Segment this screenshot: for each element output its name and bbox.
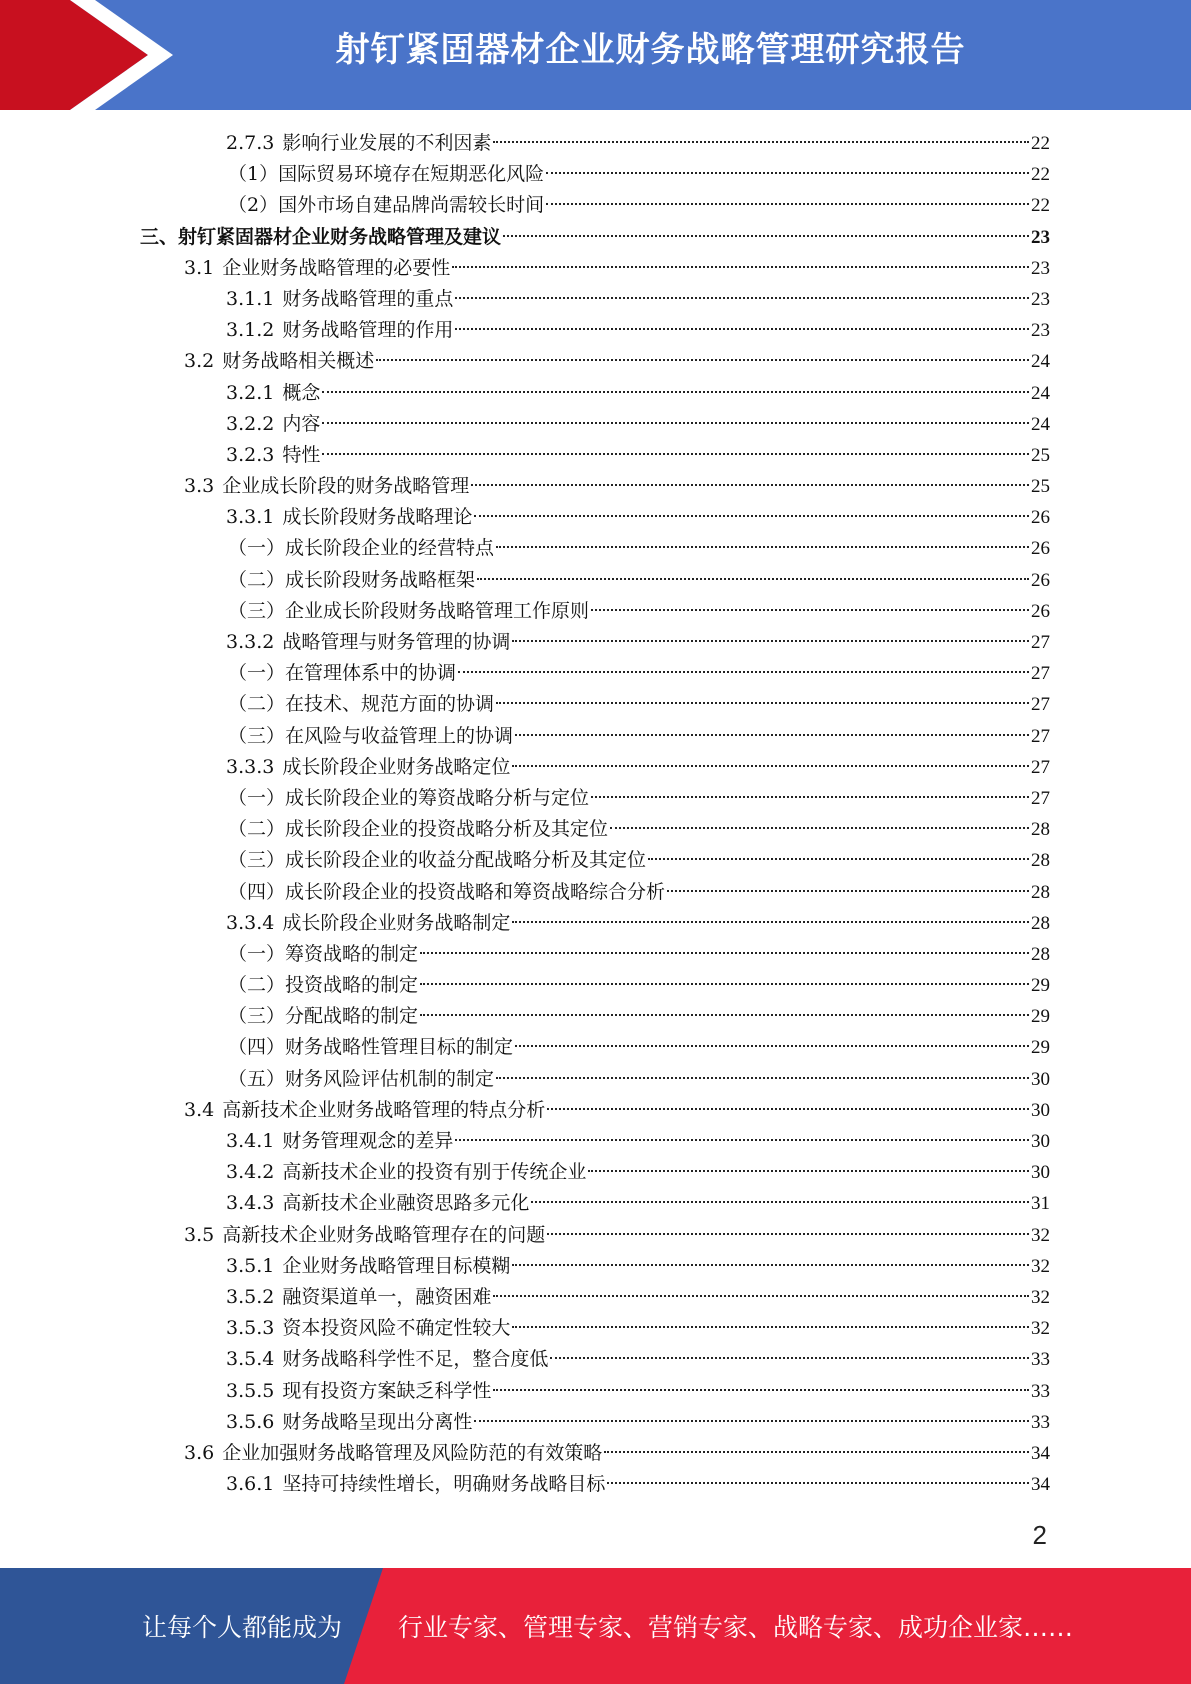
toc-leader-dots (420, 952, 1029, 954)
toc-entry-page: 28 (1031, 943, 1050, 965)
toc-entry-number: 3.2.3 (226, 443, 275, 466)
toc-entry-number: 3.1.2 (226, 319, 275, 342)
toc-entry[interactable] (140, 1469, 1050, 1500)
toc-entry-number: （二） (228, 818, 286, 841)
toc-entry-number: 3.3 (184, 475, 215, 498)
toc-leader-dots (547, 1108, 1029, 1110)
toc-leader-dots (322, 422, 1029, 424)
toc-leader-dots (546, 172, 1029, 174)
toc-leader-dots (547, 1233, 1029, 1235)
toc-entry-number: 3.4.1 (226, 1130, 275, 1152)
toc-entry-title: 投资战略的制定 (285, 974, 419, 997)
toc-entry-number: 2.7.3 (226, 132, 275, 154)
toc-entry-number: 3.5 (184, 1223, 215, 1246)
toc-entry-page: 25 (1031, 444, 1050, 466)
toc-entry-title: 财务战略呈现出分离性 (282, 1410, 473, 1433)
toc-entry-page: 30 (1031, 1162, 1050, 1184)
toc-entry-title: 企业加强财务战略管理及风险防范的有效策略 (222, 1441, 603, 1464)
toc-entry[interactable] (140, 440, 1050, 471)
toc-entry-title: 在管理体系中的协调 (285, 662, 457, 685)
toc-entry-page: 24 (1031, 382, 1050, 404)
toc-leader-dots (610, 827, 1029, 829)
toc-entry-number: 3.3.4 (226, 911, 275, 934)
toc-entry-number: （三） (228, 599, 286, 622)
toc-entry-title: 企业成长阶段财务战略管理工作原则 (285, 599, 590, 622)
toc-entry[interactable] (140, 471, 1050, 502)
toc-entry-title: 成长阶段企业的投资战略分析及其定位 (285, 818, 609, 841)
toc-entry[interactable] (140, 128, 1050, 159)
toc-entry[interactable] (140, 533, 1050, 564)
toc-leader-dots (471, 484, 1029, 486)
toc-entry-number: 3.6.1 (226, 1473, 275, 1496)
toc-entry-title: 筹资战略的制定 (285, 942, 419, 965)
toc-entry-title: 财务风险评估机制的制定 (285, 1067, 495, 1090)
toc-entry-title: 财务战略性管理目标的制定 (285, 1036, 514, 1059)
toc-entry-number: （二） (228, 693, 286, 716)
toc-entry-title: 在技术、规范方面的协调 (285, 693, 495, 716)
toc-entry[interactable] (140, 1407, 1050, 1438)
toc-entry-number: （四） (228, 1036, 286, 1059)
toc-entry-title: 高新技术企业的投资有别于传统企业 (282, 1161, 587, 1184)
toc-entry-title: 成长阶段企业财务战略定位 (282, 755, 511, 778)
toc-entry-number: （三） (228, 1005, 286, 1028)
toc-entry-page: 24 (1031, 413, 1050, 435)
toc-entry[interactable] (140, 877, 1050, 908)
toc-entry-title: 成长阶段企业的投资战略和筹资战略综合分析 (285, 880, 666, 903)
toc-entry-number: 3.1.1 (226, 287, 275, 310)
toc-entry-title: 射钉紧固器材企业财务战略管理及建议 (178, 225, 502, 248)
toc-entry-number: （三） (228, 849, 286, 872)
toc-leader-dots (493, 1295, 1029, 1297)
toc-entry-page: 28 (1031, 912, 1050, 934)
table-of-contents (140, 128, 1050, 1500)
toc-entry-number: 3.4.2 (226, 1161, 275, 1184)
toc-leader-dots (420, 1014, 1029, 1016)
toc-entry[interactable] (140, 1126, 1050, 1157)
toc-entry-number: （一） (228, 942, 286, 965)
toc-leader-dots (477, 578, 1029, 580)
toc-entry-page: 27 (1031, 663, 1050, 685)
toc-entry-page: 22 (1031, 164, 1050, 186)
toc-leader-dots (455, 328, 1029, 330)
toc-leader-dots (455, 297, 1029, 299)
toc-leader-dots (512, 640, 1029, 642)
toc-entry-title: 成长阶段企业的筹资战略分析与定位 (285, 786, 590, 809)
toc-entry-title: 高新技术企业财务战略管理的特点分析 (222, 1098, 546, 1121)
toc-entry-title: 成长阶段财务战略框架 (285, 568, 476, 591)
report-header (0, 0, 1191, 110)
toc-entry-page: 23 (1031, 226, 1050, 248)
toc-entry-page: 32 (1031, 1286, 1050, 1308)
toc-entry-page: 29 (1031, 975, 1050, 997)
toc-entry-number: 3.5.4 (226, 1348, 275, 1371)
toc-entry-title: 企业财务战略管理目标模糊 (282, 1254, 511, 1277)
toc-leader-dots (546, 203, 1029, 205)
toc-entry-page: 33 (1031, 1411, 1050, 1433)
toc-entry[interactable] (140, 1282, 1050, 1313)
toc-leader-dots (531, 1201, 1029, 1203)
toc-entry[interactable] (140, 970, 1050, 1001)
toc-leader-dots (496, 1077, 1029, 1079)
toc-entry-title: 财务战略相关概述 (222, 350, 375, 373)
toc-entry[interactable] (140, 253, 1050, 284)
toc-entry-page: 32 (1031, 1255, 1050, 1277)
toc-entry[interactable] (140, 939, 1050, 970)
toc-entry[interactable] (140, 814, 1050, 845)
toc-leader-dots (458, 671, 1029, 673)
toc-leader-dots (512, 921, 1029, 923)
toc-entry-title: 财务战略管理的作用 (282, 319, 454, 342)
toc-entry-page: 26 (1031, 569, 1050, 591)
toc-entry-number: 3.4.3 (226, 1192, 275, 1215)
toc-leader-dots (667, 890, 1029, 892)
report-title: 射钉紧固器材企业财务战略管理研究报告 (335, 30, 966, 70)
toc-leader-dots (474, 515, 1029, 517)
toc-leader-dots (550, 1357, 1029, 1359)
toc-entry-page: 27 (1031, 725, 1050, 747)
toc-entry[interactable] (140, 159, 1050, 190)
toc-leader-dots (515, 1045, 1029, 1047)
toc-entry-title: 概念 (282, 381, 321, 404)
toc-leader-dots (604, 1451, 1029, 1453)
toc-entry[interactable] (140, 1438, 1050, 1469)
toc-entry-number: （一） (228, 786, 286, 809)
toc-entry-title: 国外市场自建品牌尚需较长时间 (278, 194, 545, 217)
toc-leader-dots (512, 765, 1029, 767)
toc-entry-number: 3.2 (184, 350, 215, 373)
toc-entry-number: （四） (228, 880, 286, 903)
footer-roles: 行业专家、管理专家、营销专家、战略专家、成功企业家…… (398, 1613, 1074, 1642)
toc-entry-page: 28 (1031, 819, 1050, 841)
toc-entry-number: 3.5.2 (226, 1285, 275, 1308)
toc-leader-dots (322, 453, 1029, 455)
toc-entry-page: 23 (1031, 320, 1050, 342)
toc-entry-page: 34 (1031, 1442, 1050, 1464)
toc-entry[interactable] (140, 565, 1050, 596)
toc-entry-number: 3.1 (184, 256, 215, 279)
toc-entry[interactable] (140, 315, 1050, 346)
toc-entry-page: 27 (1031, 787, 1050, 809)
toc-entry-page: 23 (1031, 257, 1050, 279)
toc-entry-page: 32 (1031, 1318, 1050, 1340)
toc-entry[interactable] (140, 752, 1050, 783)
toc-entry-page: 30 (1031, 1099, 1050, 1121)
toc-entry[interactable] (140, 1157, 1050, 1188)
toc-leader-dots (512, 1264, 1029, 1266)
toc-entry-page: 29 (1031, 1006, 1050, 1028)
toc-entry-number: （二） (228, 568, 286, 591)
toc-leader-dots (591, 796, 1029, 798)
page-number: 2 (1032, 1520, 1047, 1550)
toc-entry-number: 3.2.1 (226, 381, 275, 404)
toc-entry-title: 财务战略科学性不足，整合度低 (282, 1348, 549, 1371)
toc-entry-number: （五） (228, 1067, 286, 1090)
toc-entry-page: 28 (1031, 850, 1050, 872)
toc-entry[interactable] (140, 1344, 1050, 1375)
footer-banner (0, 1568, 1191, 1684)
toc-leader-dots (493, 141, 1029, 143)
toc-leader-dots (496, 702, 1029, 704)
toc-entry-page: 27 (1031, 694, 1050, 716)
toc-entry-page: 30 (1031, 1068, 1050, 1090)
toc-entry[interactable] (140, 689, 1050, 720)
toc-leader-dots (515, 734, 1029, 736)
toc-entry[interactable] (140, 627, 1050, 658)
toc-entry-page: 32 (1031, 1224, 1050, 1246)
toc-entry[interactable] (140, 222, 1050, 253)
toc-entry-title: 战略管理与财务管理的协调 (282, 631, 511, 653)
toc-entry-title: 成长阶段财务战略理论 (282, 506, 473, 529)
toc-entry[interactable] (140, 502, 1050, 533)
toc-entry[interactable] (140, 284, 1050, 315)
toc-entry-page: 29 (1031, 1037, 1050, 1059)
toc-leader-dots (376, 359, 1029, 361)
toc-entry-title: 分配战略的制定 (285, 1005, 419, 1028)
toc-leader-dots (588, 1170, 1029, 1172)
toc-entry[interactable] (140, 1376, 1050, 1407)
toc-entry[interactable] (140, 346, 1050, 377)
toc-entry-page: 25 (1031, 476, 1050, 498)
toc-entry[interactable] (140, 1095, 1050, 1126)
toc-entry-title: 企业成长阶段的财务战略管理 (222, 475, 470, 498)
toc-entry-title: 资本投资风险不确定性较大 (282, 1317, 511, 1340)
toc-leader-dots (591, 609, 1029, 611)
toc-entry[interactable] (140, 658, 1050, 689)
toc-entry-number: （一） (228, 662, 286, 685)
toc-entry[interactable] (140, 409, 1050, 440)
toc-entry[interactable] (140, 1188, 1050, 1219)
toc-leader-dots (452, 266, 1029, 268)
toc-entry[interactable] (140, 1220, 1050, 1251)
toc-entry-number: 3.5.3 (226, 1317, 275, 1340)
toc-entry-number: 3.3.1 (226, 506, 275, 529)
toc-entry-number: （三） (228, 724, 286, 747)
toc-leader-dots (648, 858, 1029, 860)
toc-leader-dots (420, 983, 1029, 985)
toc-entry-page: 24 (1031, 351, 1050, 373)
toc-entry-number: （一） (228, 537, 286, 560)
toc-entry-title: 成长阶段企业财务战略制定 (282, 911, 511, 934)
toc-entry-title: 成长阶段企业的收益分配战略分析及其定位 (285, 849, 647, 872)
toc-entry-title: 财务战略管理的重点 (282, 287, 454, 310)
toc-entry-page: 26 (1031, 538, 1050, 560)
toc-entry[interactable] (140, 190, 1050, 221)
toc-entry-number: 3.3.3 (226, 755, 275, 778)
toc-entry-page: 27 (1031, 632, 1050, 653)
toc-entry-title: 影响行业发展的不利因素 (282, 132, 492, 154)
toc-entry[interactable] (140, 596, 1050, 627)
toc-entry[interactable] (140, 1064, 1050, 1095)
toc-entry-number: 3.5.6 (226, 1410, 275, 1433)
toc-entry-title: 特性 (282, 443, 321, 466)
toc-leader-dots (474, 1420, 1029, 1422)
toc-entry-page: 28 (1031, 881, 1050, 903)
toc-entry-page: 23 (1031, 288, 1050, 310)
toc-entry[interactable] (140, 1032, 1050, 1063)
toc-entry[interactable] (140, 1251, 1050, 1282)
toc-entry-title: 高新技术企业财务战略管理存在的问题 (222, 1223, 546, 1246)
toc-entry[interactable] (140, 378, 1050, 409)
toc-entry-number: 3.2.2 (226, 412, 275, 435)
toc-leader-dots (322, 391, 1029, 393)
toc-entry-page: 26 (1031, 600, 1050, 622)
toc-entry-title: 融资渠道单一，融资困难 (282, 1285, 492, 1308)
toc-entry-title: 国际贸易环境存在短期恶化风险 (278, 163, 545, 186)
toc-entry-number: 3.6 (184, 1441, 215, 1464)
toc-entry[interactable] (140, 721, 1050, 752)
toc-entry-number: 3.3.2 (226, 631, 275, 653)
toc-leader-dots (607, 1482, 1029, 1484)
toc-entry-page: 33 (1031, 1349, 1050, 1371)
toc-entry-number: 3.4 (184, 1098, 215, 1121)
toc-entry-number: （2） (228, 194, 279, 217)
footer-slogan: 让每个人都能成为 (142, 1613, 343, 1642)
toc-entry-page: 22 (1031, 133, 1050, 154)
toc-entry-page: 27 (1031, 756, 1050, 778)
toc-entry-title: 内容 (282, 412, 321, 435)
toc-entry-title: 财务管理观念的差异 (282, 1130, 454, 1152)
toc-entry[interactable] (140, 1001, 1050, 1032)
toc-leader-dots (503, 235, 1029, 237)
toc-entry[interactable] (140, 908, 1050, 939)
toc-entry-page: 26 (1031, 507, 1050, 529)
toc-entry-title: 企业财务战略管理的必要性 (222, 256, 451, 279)
toc-entry-page: 33 (1031, 1380, 1050, 1402)
toc-entry-number: （1） (228, 163, 279, 186)
toc-entry-title: 坚持可持续性增长，明确财务战略目标 (282, 1473, 606, 1496)
toc-entry[interactable] (140, 845, 1050, 876)
toc-entry-page: 30 (1031, 1131, 1050, 1152)
toc-entry-title: 在风险与收益管理上的协调 (285, 724, 514, 747)
toc-entry-page: 31 (1031, 1193, 1050, 1215)
toc-entry-number: 3.5.1 (226, 1254, 275, 1277)
toc-leader-dots (455, 1139, 1029, 1141)
toc-leader-dots (496, 546, 1029, 548)
toc-entry-page: 22 (1031, 195, 1050, 217)
toc-leader-dots (512, 1326, 1029, 1328)
toc-entry[interactable] (140, 783, 1050, 814)
toc-entry-number: （二） (228, 974, 286, 997)
toc-entry-page: 34 (1031, 1474, 1050, 1496)
toc-entry-title: 高新技术企业融资思路多元化 (282, 1192, 530, 1215)
toc-entry-number: 3.5.5 (226, 1379, 275, 1402)
toc-entry[interactable] (140, 1313, 1050, 1344)
toc-entry-number: 三、 (140, 225, 179, 248)
toc-entry-title: 现有投资方案缺乏科学性 (282, 1379, 492, 1402)
toc-entry-title: 成长阶段企业的经营特点 (285, 537, 495, 560)
toc-leader-dots (493, 1389, 1029, 1391)
